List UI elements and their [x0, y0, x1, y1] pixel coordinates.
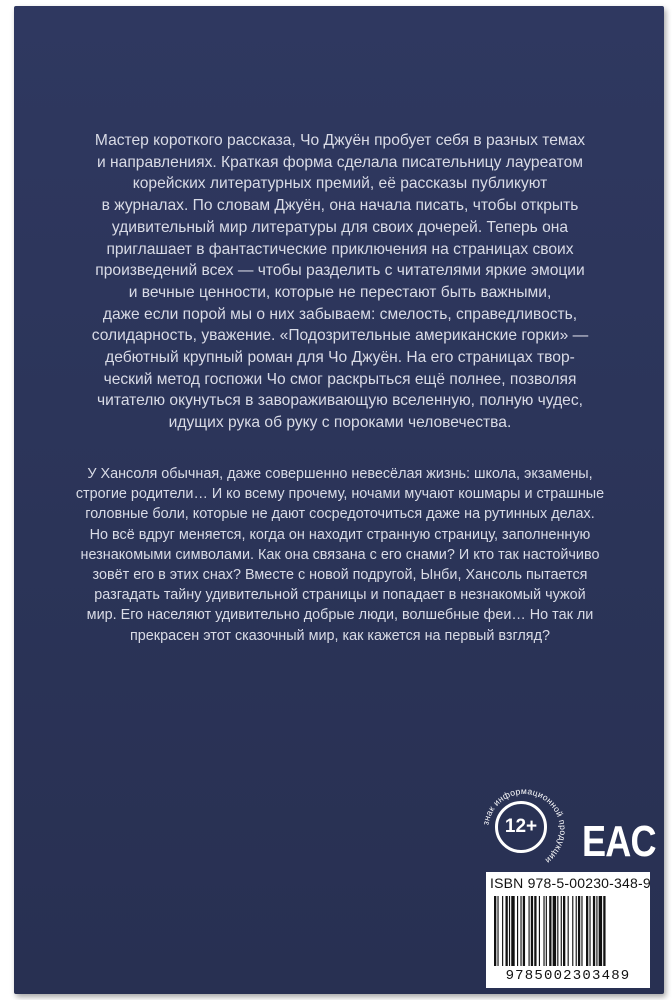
- barcode-bar: [517, 896, 518, 966]
- eac-mark: EAC: [582, 817, 656, 866]
- text-line: даже если порой мы о них забываем: смелость, справедливость,: [102, 305, 578, 323]
- barcode-bar: [581, 896, 582, 966]
- barcode-bar: [523, 896, 525, 966]
- age-rating-value: 12+: [504, 816, 538, 837]
- badge-ring-textpath: знак информационной продукции: [480, 786, 568, 866]
- text-line: строгие родители… И ко всему прочему, ночами мучают кошмары и страшные: [75, 486, 605, 503]
- text-line: головные боли, которые не дают сосредоточиться даже на рутинных делах.: [85, 506, 595, 523]
- text-line: зовёт его в этих снах? Вместе с новой подругой, Ынби, Хансоль пытается: [92, 567, 588, 584]
- barcode-bar: [563, 896, 565, 966]
- text-line: прекрасен этот сказочный мир, как кажется на первый взгляд?: [130, 627, 550, 644]
- barcode-bar: [557, 896, 558, 966]
- text-line: дебютный крупный роман для Чо Джуён. На его страницах твор-: [105, 349, 575, 367]
- text-line: Мастер короткого рассказа, Чо Джуён пробует себя в разных темах: [94, 132, 586, 149]
- barcode-bar: [593, 896, 595, 966]
- text-line: У Хансоля обычная, даже совершенно невесёлая жизнь: школа, экзамены,: [87, 466, 593, 482]
- barcode-panel: [486, 872, 650, 988]
- barcode-bar: [511, 896, 514, 966]
- barcode-bar: [502, 896, 503, 966]
- barcode-bar: [586, 896, 588, 966]
- text-line: незнакомыми символами. Как она связана с его снами? И кто так настойчиво: [80, 546, 600, 563]
- barcode-bar: [589, 896, 590, 966]
- barcode-bar: [549, 896, 551, 966]
- barcode-bar: [529, 896, 530, 966]
- barcode-bar: [534, 896, 536, 966]
- text-line: и направлениях. Краткая форма сделала писательницу лауреатом: [97, 153, 583, 171]
- text-line: в журналах. По словам Джуён, она начала писать, чтобы открыть: [101, 197, 579, 215]
- barcode-bar: [494, 896, 496, 966]
- barcode-bar: [578, 896, 580, 966]
- plot-summary: [40, 464, 640, 646]
- barcode-bar: [572, 896, 573, 966]
- text-line: произведений всех — чтобы разделить с читателями яркие эмоции: [95, 262, 585, 280]
- barcode-bar: [546, 896, 547, 966]
- text-line: корейских литературных премий, её рассказы публикуют: [132, 175, 548, 193]
- text-line: удивительный мир литературы для своих дочерей. Теперь она: [111, 218, 569, 236]
- barcode-bar: [568, 896, 569, 966]
- barcode-number: 9785002303489: [505, 968, 631, 984]
- text-line: читателю окунуться в завораживающую вселенную, полную чудес,: [97, 392, 583, 410]
- barcode-bar: [506, 896, 508, 966]
- isbn-label: ISBN 978-5-00230-348-9: [490, 875, 651, 891]
- barcode-bar: [599, 896, 602, 966]
- barcode-bar: [509, 896, 510, 966]
- barcode-icon: [492, 896, 644, 966]
- age-rating-circle: [495, 801, 547, 853]
- text-line: идущих рука об руку с пороками человечества.: [168, 414, 512, 432]
- text-line: ческий метод госпожи Чо смог раскрыться ещё полнее, позволяя: [103, 370, 577, 388]
- text-line: и вечные ценности, которые не перестают быть важными,: [128, 283, 552, 301]
- barcode-bar: [576, 896, 577, 966]
- age-rating-badge: [480, 786, 568, 874]
- barcode-bar: [543, 896, 544, 966]
- barcode-bar: [539, 896, 540, 966]
- text-line: Но всё вдруг меняется, когда он находит странную страницу, заполненную: [89, 526, 591, 543]
- text-line: солидарность, уважение. «Подозрительные американские горки» —: [91, 327, 589, 345]
- barcode-bar: [596, 896, 597, 966]
- text-line: приглашает в фантастические приключения на страницах своих: [106, 240, 574, 258]
- author-description: [40, 130, 640, 434]
- text-line: разгадать тайну удивительной страницы и попадает в незнакомый чужой: [94, 587, 586, 604]
- barcode-bar: [553, 896, 556, 966]
- text-line: мир. Его населяют удивительно добрые люди, волшебные феи… Но так ли: [86, 607, 594, 624]
- barcode-bar: [497, 896, 498, 966]
- barcode-bar: [561, 896, 562, 966]
- barcode-bar: [531, 896, 533, 966]
- barcode-bar: [603, 896, 605, 966]
- barcode-bar: [520, 896, 521, 966]
